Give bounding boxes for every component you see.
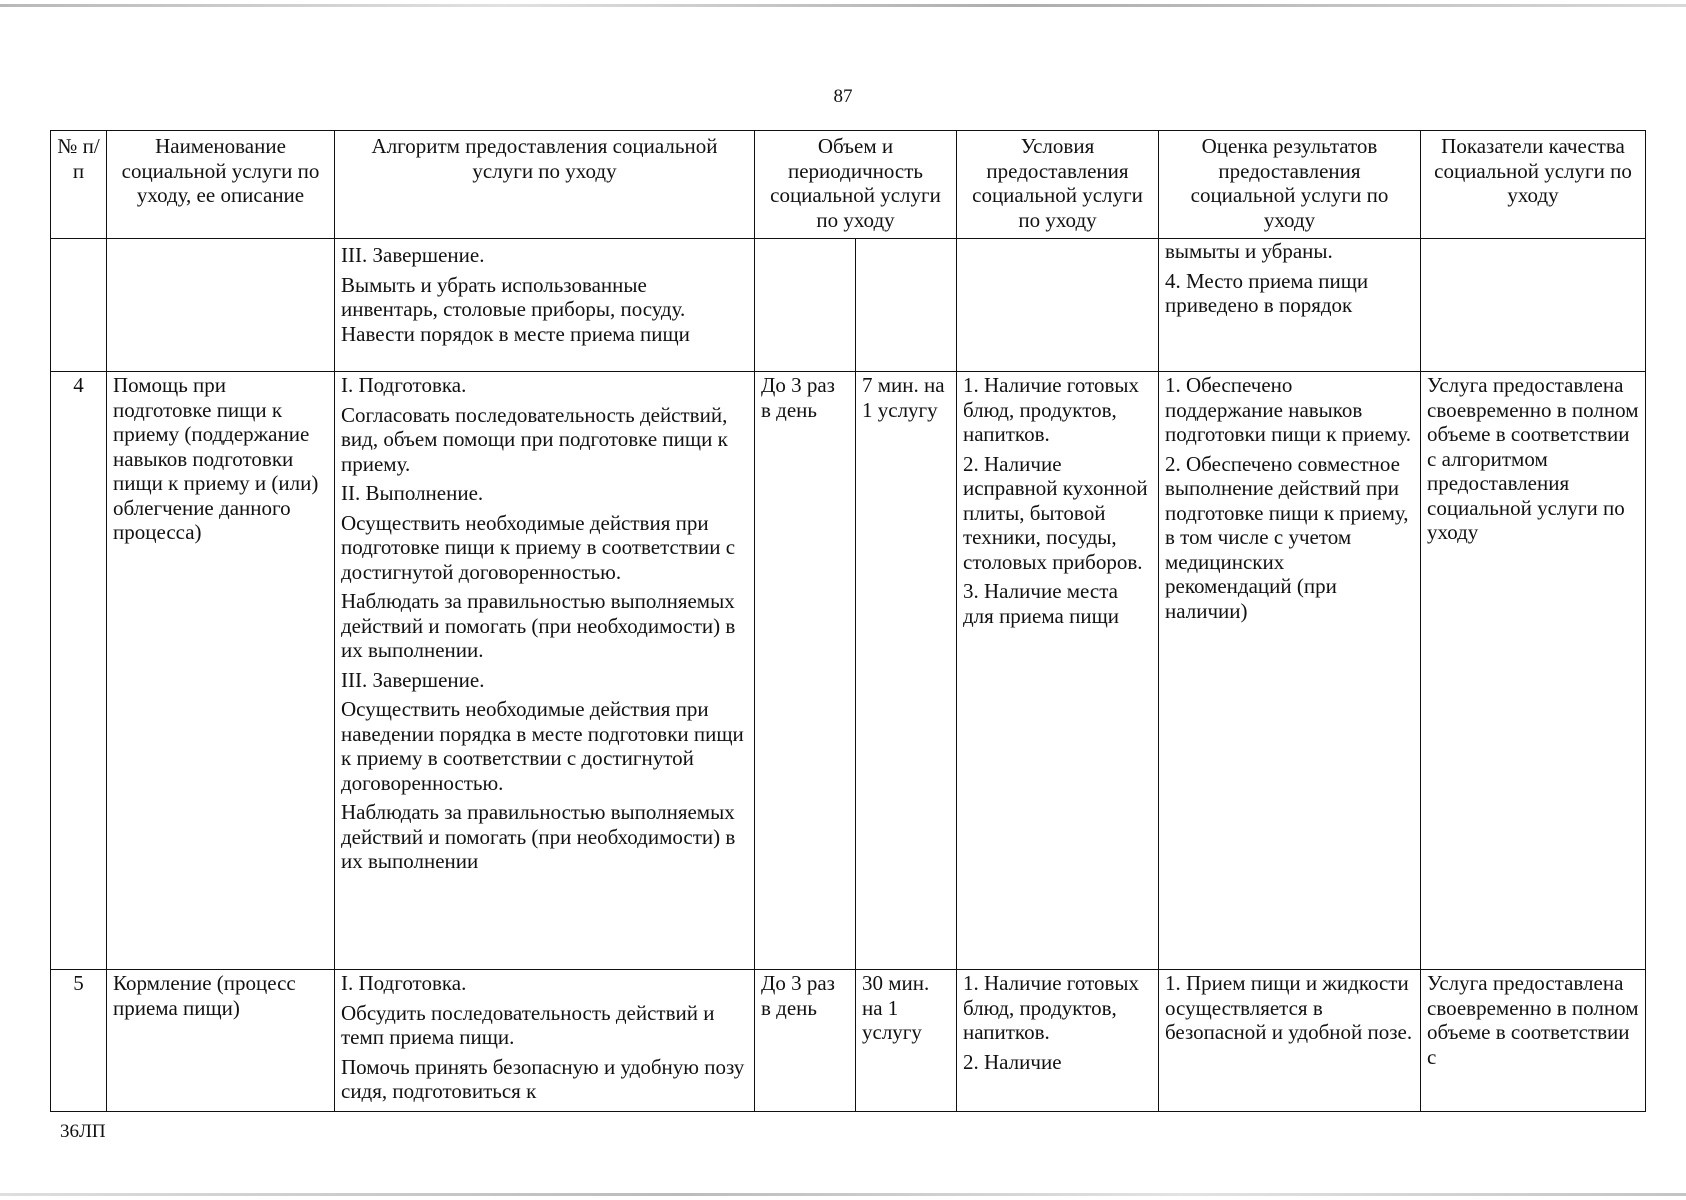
cell-algorithm	[335, 970, 755, 1112]
cell-duration	[856, 239, 957, 372]
algorithm-step: Помочь принять безопасную и удобную позу сидя, подготовиться к	[341, 1054, 745, 1103]
algorithm-step: Осуществить необходимые действия при подготовке пищи к приему в соответствии с достигнутой договоренностью.	[341, 510, 736, 584]
cell-name: Кормление (процесс приема пищи)	[107, 970, 335, 1112]
cell-frequency: До 3 раз в день	[755, 372, 856, 970]
cell-algorithm	[335, 239, 755, 372]
cell-frequency: До 3 раз в день	[755, 970, 856, 1112]
header-num: № п/п	[51, 131, 107, 239]
table-header	[51, 131, 1646, 239]
cell-num: 4	[51, 372, 107, 970]
cell-quality	[1421, 239, 1646, 372]
table-body	[51, 239, 1646, 1112]
condition-item: 1. Наличие готовых блюд, продуктов, напитков.	[963, 373, 1139, 446]
algorithm-step: Осуществить необходимые действия при наведении порядка в месте подготовки пищи к приему в соответствии с достигнутой договоренностью.	[341, 697, 744, 795]
scan-edge-top	[0, 4, 1686, 7]
cell-evaluation	[1159, 239, 1421, 372]
algorithm-step: III. Завершение.	[341, 667, 485, 692]
document-code: 36ЛП	[60, 1121, 106, 1142]
header-volume: Объем и периодичность социальной услуги по уходу	[755, 131, 957, 239]
page-number: 87	[833, 86, 853, 107]
cell-conditions	[957, 239, 1159, 372]
cell-algorithm	[335, 372, 755, 970]
algorithm-step: Вымыть и убрать использованные инвентарь, столовые приборы, посуду. Навести порядок в месте приема пищи	[341, 272, 690, 346]
evaluation-item: 2. Обеспечено совместное выполнение действий при подготовке пищи к приему, в том числе с учетом медицинских рекомендаций (при наличии)	[1165, 451, 1409, 623]
algorithm-step: I. Подготовка.	[341, 971, 467, 995]
evaluation-item: вымыты и убраны.	[1165, 239, 1333, 263]
evaluation-item: 4. Место приема пищи приведено в порядок	[1165, 268, 1369, 317]
scan-edge-bottom	[0, 1193, 1686, 1196]
cell-duration: 7 мин. на 1 услугу	[856, 372, 957, 970]
evaluation-item: 1. Обеспечено поддержание навыков подготовки пищи к приему.	[1165, 373, 1411, 446]
algorithm-step: Наблюдать за правильностью выполняемых действий и помогать (при необходимости) в их выполнении.	[341, 589, 736, 662]
cell-evaluation	[1159, 372, 1421, 970]
cell-duration: 30 мин. на 1 услугу	[856, 970, 957, 1112]
algorithm-step: I. Подготовка.	[341, 373, 467, 397]
cell-name	[107, 239, 335, 372]
cell-name: Помощь при подготовке пищи к приему (поддержание навыков подготовки пищи к приему и (или) облегчение данного процесса)	[107, 372, 335, 970]
condition-item: 2. Наличие	[963, 1049, 1062, 1074]
algorithm-step: III. Завершение.	[341, 243, 485, 267]
algorithm-step: Согласовать последовательность действий, вид, объем помощи при подготовке пищи к приему.	[341, 402, 728, 476]
cell-conditions	[957, 970, 1159, 1112]
condition-item: 1. Наличие готовых блюд, продуктов, напитков.	[963, 971, 1139, 1044]
header-algorithm: Алгоритм предоставления социальной услуги по уходу	[335, 131, 755, 239]
header-quality: Показатели качества социальной услуги по уходу	[1421, 131, 1646, 239]
table-row	[51, 970, 1646, 1112]
services-table	[50, 130, 1646, 1112]
cell-conditions	[957, 372, 1159, 970]
header-conditions: Условия предоставления социальной услуги по уходу	[957, 131, 1159, 239]
cell-quality: Услуга предоставлена своевременно в полном объеме в соответствии с	[1421, 970, 1646, 1112]
cell-quality: Услуга предоставлена своевременно в полном объеме в соответствии с алгоритмом предоставления социальной услуги по уходу	[1421, 372, 1646, 970]
evaluation-item: 1. Прием пищи и жидкости осуществляется в безопасной и удобной позе.	[1165, 971, 1413, 1044]
cell-frequency	[755, 239, 856, 372]
table-row	[51, 239, 1646, 372]
condition-item: 2. Наличие исправной кухонной плиты, бытовой техники, посуды, столовых приборов.	[963, 451, 1148, 574]
header-evaluation: Оценка результатов предоставления социальной услуги по уходу	[1159, 131, 1421, 239]
algorithm-step: II. Выполнение.	[341, 481, 484, 505]
header-name: Наименование социальной услуги по уходу, ее описание	[107, 131, 335, 239]
cell-num	[51, 239, 107, 372]
cell-num: 5	[51, 970, 107, 1112]
condition-item: 3. Наличие места для приема пищи	[963, 579, 1119, 628]
cell-evaluation	[1159, 970, 1421, 1112]
algorithm-step: Обсудить последовательность действий и темп приема пищи.	[341, 1000, 715, 1049]
table-row	[51, 372, 1646, 970]
algorithm-step: Наблюдать за правильностью выполняемых действий и помогать (при необходимости) в их выполнении	[341, 800, 736, 873]
